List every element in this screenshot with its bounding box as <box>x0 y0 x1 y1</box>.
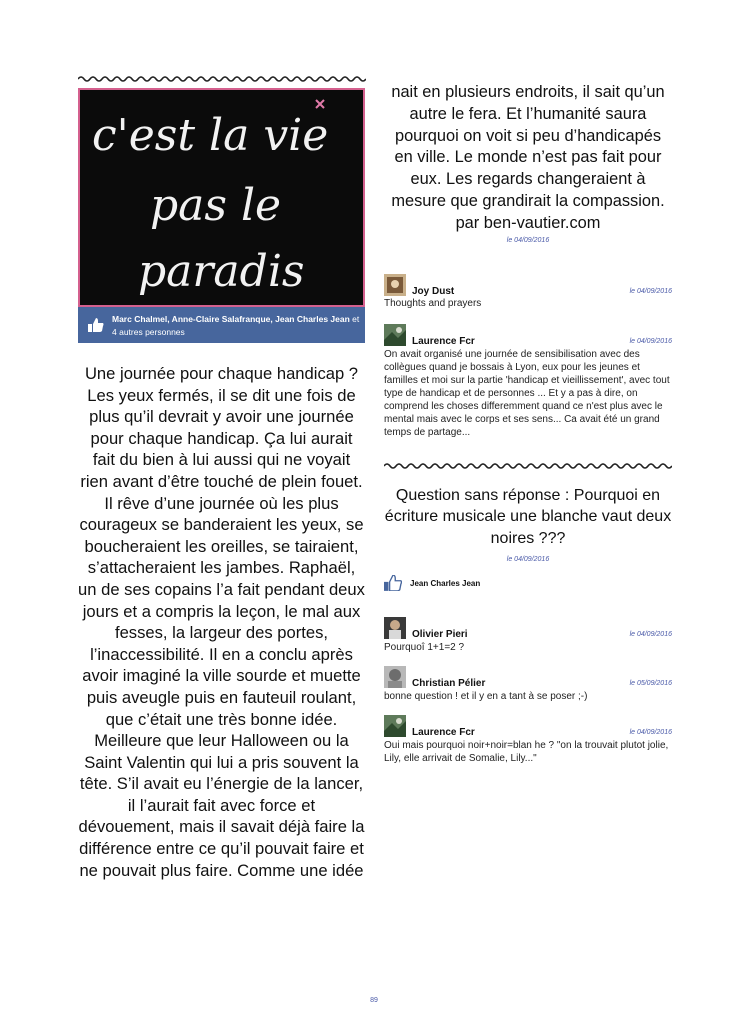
post-body: Une journée pour chaque handicap ? Les yeux fermés, il se dit une fois de plus qu’il devrait y avoir une journée pour chaque handicap. Ça lui aurait fait du bien à lui aussi qui ne voyait rien avant d’être touché de plein fouet. Il rêve d’une journée où les plus courageux se banderaient les yeux, se boucheraient les oreilles, se tairaient, s’attacheraient les jambes. Raphaël, un de ses copains l’a fait pendant deux jours et a compris la leçon, le mal aux fesses, la largeur des portes, l’inaccessibilité. Il en a conclu après avoir imaginé la ville sourde et muette puis aveugle puis en fauteuil roulant, que c’était une très bonne idée. Meilleure que leur Halloween ou la Saint Valentin qui lui a pris souvent la tête. S’il avait eu l’énergie de la lancer, il l’aurait fait avec force et dévouement, mais il savait déjà faire la différence entre ce qu’il pouvait faire et ne pouvait plus faire. Comme une idée <box>78 364 365 880</box>
avatar[interactable] <box>384 715 406 737</box>
comment <box>384 274 672 310</box>
comment <box>384 715 672 765</box>
comment-date: le 04/09/2016 <box>629 287 672 295</box>
comment-text: On avait organisé une journée de sensibilisation avec des collègues quand je bossais à Lyon, eux pour les jeunes et familles et moi sur la partie 'handicap et vieillissement', avec tout type de handicap et de personnes ... Et y a pas à dire, on comprend les choses differemment quand ce n'est plus avec le mental mais avec le corps et ses sens... Ca avait été un grand temps de partage... <box>384 348 670 438</box>
question-post: Question sans réponse : Pourquoi en écriture musicale une blanche vaut deux noires ??? <box>384 486 672 548</box>
chalkboard-drawing <box>80 90 363 305</box>
avatar[interactable] <box>384 274 406 296</box>
comment-text: Oui mais pourquoi noir+noir=blan he ? "on la trouvait plutot jolie, Lily, elle arrivait de Somalie, Lily..." <box>384 739 669 764</box>
left-column <box>78 88 365 881</box>
like-bar <box>78 307 365 343</box>
comment-date: le 05/09/2016 <box>629 679 672 687</box>
comment <box>384 617 672 654</box>
comment-author[interactable]: Laurence Fcr <box>412 726 475 738</box>
thumbs-up-icon[interactable] <box>88 318 104 336</box>
liker-row <box>384 573 672 593</box>
page-number: 89 <box>370 997 378 1004</box>
post-continuation: nait en plusieurs endroits, il sait qu’un autre le fera. Et l’humanité saura pourquoi on voit si peu d’handicapés en ville. Le monde n’est pas fait pour eux. Les regards changeraient à mesure que grandirait la compassion. par ben-vautier.com <box>391 83 665 232</box>
comment <box>384 666 672 703</box>
avatar[interactable] <box>384 666 406 688</box>
comment-date: le 04/09/2016 <box>629 728 672 736</box>
chalk-line: paradis <box>138 246 305 297</box>
liker-name[interactable]: Jean Charles Jean <box>410 578 481 588</box>
avatar[interactable] <box>384 617 406 639</box>
comment <box>384 324 672 439</box>
post-date: le 04/09/2016 <box>506 236 550 244</box>
like-names <box>112 313 362 339</box>
like-more[interactable]: et 4 autres personnes <box>112 314 360 337</box>
chalk-line: pas le <box>150 180 282 231</box>
comment-author[interactable]: Laurence Fcr <box>412 335 475 347</box>
wavy-separator <box>78 74 366 84</box>
post-image <box>78 88 365 307</box>
comment-date: le 04/09/2016 <box>629 630 672 638</box>
comment-text: Thoughts and prayers <box>384 297 482 309</box>
comment-author[interactable]: Joy Dust <box>412 285 455 297</box>
avatar[interactable] <box>384 324 406 346</box>
wavy-separator <box>384 461 672 471</box>
comment-author[interactable]: Christian Pélier <box>412 677 486 689</box>
thumbs-up-icon[interactable] <box>384 575 402 596</box>
liker-names[interactable]: Marc Chalmel, Anne-Claire Salafranque, Jean Charles Jean <box>112 314 350 324</box>
pink-cross-mark <box>316 100 324 108</box>
question-date: le 04/09/2016 <box>506 555 550 563</box>
comment-text: Pourquoî 1+1=2 ? <box>384 641 465 653</box>
comment-text: bonne question ! et il y en a tant à se poser ;-) <box>384 690 588 702</box>
comment-author[interactable]: Olivier Pieri <box>412 628 468 640</box>
comment-date: le 04/09/2016 <box>629 337 672 345</box>
chalk-line: c'est la vie <box>92 110 329 161</box>
right-column <box>384 78 672 765</box>
